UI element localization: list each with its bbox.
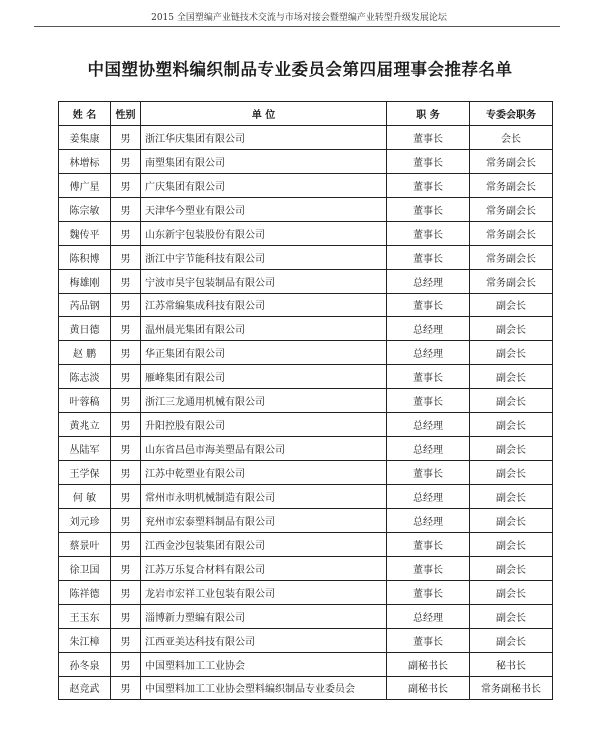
organization-cell: 江苏万乐复合材料有限公司: [141, 556, 387, 580]
member-name-cell: 朱江樟: [59, 628, 111, 652]
organization-cell: 天津华今塑业有限公司: [141, 197, 387, 221]
gender-cell: 男: [111, 556, 141, 580]
column-header-name: 姓 名: [59, 102, 111, 126]
gender-cell: 男: [111, 125, 141, 149]
page-header: 2015 全国塑编产业链技术交流与市场对接会暨塑编产业转型升级发展论坛: [151, 13, 447, 23]
member-name-cell: 姜集康: [59, 125, 111, 149]
organization-cell: 华正集团有限公司: [141, 341, 387, 365]
member-name-cell: 王学保: [59, 461, 111, 485]
organization-cell: 浙江华庆集团有限公司: [141, 125, 387, 149]
committee-role-cell: 常务副会长: [470, 197, 553, 221]
organization-cell: 常州市永明机械制造有限公司: [141, 485, 387, 509]
table-row: [59, 604, 553, 628]
table-row: [59, 365, 553, 389]
table-row: [59, 317, 553, 341]
committee-role-cell: 副会长: [470, 293, 553, 317]
table-row: [59, 149, 553, 173]
gender-cell: 男: [111, 485, 141, 509]
member-name-cell: 何 敏: [59, 485, 111, 509]
committee-role-cell: 秘书长: [470, 652, 553, 676]
table-row: [59, 437, 553, 461]
member-name-cell: 梅雄刚: [59, 269, 111, 293]
table-row: [59, 676, 553, 700]
committee-role-cell: 副会长: [470, 508, 553, 532]
table-row: [59, 245, 553, 269]
organization-cell: 兖州市宏泰塑料制品有限公司: [141, 508, 387, 532]
position-cell: 总经理: [387, 317, 470, 341]
organization-cell: 龙岩市宏祥工业包装有限公司: [141, 580, 387, 604]
member-name-cell: 傅广星: [59, 173, 111, 197]
committee-role-cell: 常务副会长: [470, 245, 553, 269]
position-cell: 董事长: [387, 125, 470, 149]
committee-role-cell: 副会长: [470, 437, 553, 461]
committee-role-cell: 常务副会长: [470, 173, 553, 197]
organization-cell: 浙江三龙通用机械有限公司: [141, 389, 387, 413]
organization-cell: 山东省昌邑市海美塑品有限公司: [141, 437, 387, 461]
member-name-cell: 陈宗敏: [59, 197, 111, 221]
table-row: [59, 173, 553, 197]
organization-cell: 江西金沙包装集团有限公司: [141, 532, 387, 556]
committee-role-cell: 副会长: [470, 604, 553, 628]
column-header-organization: 单 位: [141, 102, 387, 126]
gender-cell: 男: [111, 628, 141, 652]
committee-role-cell: 副会长: [470, 341, 553, 365]
member-name-cell: 徐卫国: [59, 556, 111, 580]
organization-cell: 中国塑料加工工业协会塑料编织制品专业委员会: [141, 676, 387, 700]
organization-cell: 江西亚美达科技有限公司: [141, 628, 387, 652]
column-header-position: 职 务: [387, 102, 470, 126]
table-row: [59, 652, 553, 676]
committee-role-cell: 副会长: [470, 580, 553, 604]
gender-cell: 男: [111, 317, 141, 341]
table-row: [59, 580, 553, 604]
table-row: [59, 413, 553, 437]
committee-role-cell: 副会长: [470, 461, 553, 485]
table-row: [59, 532, 553, 556]
position-cell: 董事长: [387, 365, 470, 389]
member-name-cell: 刘元珍: [59, 508, 111, 532]
position-cell: 副秘书长: [387, 676, 470, 700]
table-row: [59, 556, 553, 580]
committee-role-cell: 常务副会长: [470, 269, 553, 293]
position-cell: 副秘书长: [387, 652, 470, 676]
committee-role-cell: 副会长: [470, 413, 553, 437]
position-cell: 总经理: [387, 604, 470, 628]
member-name-cell: 陈志淡: [59, 365, 111, 389]
gender-cell: 男: [111, 293, 141, 317]
gender-cell: 男: [111, 508, 141, 532]
committee-role-cell: 会长: [470, 125, 553, 149]
table-header-row: [59, 102, 553, 126]
table-row: [59, 269, 553, 293]
member-name-cell: 芮品钢: [59, 293, 111, 317]
column-header-gender: 性别: [111, 102, 141, 126]
gender-cell: 男: [111, 341, 141, 365]
member-name-cell: 王玉东: [59, 604, 111, 628]
position-cell: 董事长: [387, 293, 470, 317]
position-cell: 总经理: [387, 269, 470, 293]
gender-cell: 男: [111, 676, 141, 700]
organization-cell: 淄博新力塑编有限公司: [141, 604, 387, 628]
committee-role-cell: 副会长: [470, 532, 553, 556]
committee-role-cell: 常务副会长: [470, 149, 553, 173]
member-name-cell: 赵 鹏: [59, 341, 111, 365]
position-cell: 总经理: [387, 485, 470, 509]
member-name-cell: 陈积博: [59, 245, 111, 269]
gender-cell: 男: [111, 245, 141, 269]
gender-cell: 男: [111, 413, 141, 437]
position-cell: 董事长: [387, 532, 470, 556]
organization-cell: 浙江中宇节能科技有限公司: [141, 245, 387, 269]
council-member-table: [58, 101, 553, 700]
header-divider: [34, 26, 560, 27]
committee-role-cell: 常务副会长: [470, 221, 553, 245]
committee-role-cell: 副会长: [470, 389, 553, 413]
position-cell: 董事长: [387, 221, 470, 245]
member-name-cell: 孙冬泉: [59, 652, 111, 676]
position-cell: 董事长: [387, 245, 470, 269]
gender-cell: 男: [111, 389, 141, 413]
organization-cell: 温州晨光集团有限公司: [141, 317, 387, 341]
table-row: [59, 485, 553, 509]
table-row: [59, 389, 553, 413]
gender-cell: 男: [111, 269, 141, 293]
gender-cell: 男: [111, 461, 141, 485]
gender-cell: 男: [111, 197, 141, 221]
table-row: [59, 221, 553, 245]
gender-cell: 男: [111, 365, 141, 389]
member-name-cell: 黄日德: [59, 317, 111, 341]
gender-cell: 男: [111, 532, 141, 556]
table-row: [59, 461, 553, 485]
organization-cell: 升阳控股有限公司: [141, 413, 387, 437]
organization-cell: 宁波市昊宇包装制品有限公司: [141, 269, 387, 293]
table-row: [59, 197, 553, 221]
gender-cell: 男: [111, 652, 141, 676]
committee-role-cell: 常务副秘书长: [470, 676, 553, 700]
position-cell: 董事长: [387, 461, 470, 485]
table-row: [59, 341, 553, 365]
gender-cell: 男: [111, 604, 141, 628]
committee-role-cell: 副会长: [470, 628, 553, 652]
table-row: [59, 293, 553, 317]
position-cell: 董事长: [387, 197, 470, 221]
position-cell: 董事长: [387, 556, 470, 580]
member-name-cell: 林增标: [59, 149, 111, 173]
gender-cell: 男: [111, 580, 141, 604]
organization-cell: 江苏中乾塑业有限公司: [141, 461, 387, 485]
committee-role-cell: 副会长: [470, 317, 553, 341]
member-name-cell: 魏传平: [59, 221, 111, 245]
committee-role-cell: 副会长: [470, 556, 553, 580]
gender-cell: 男: [111, 221, 141, 245]
position-cell: 董事长: [387, 628, 470, 652]
organization-cell: 山东新宇包装股份有限公司: [141, 221, 387, 245]
gender-cell: 男: [111, 437, 141, 461]
organization-cell: 雁峰集团有限公司: [141, 365, 387, 389]
position-cell: 总经理: [387, 341, 470, 365]
position-cell: 董事长: [387, 389, 470, 413]
member-name-cell: 陈祥德: [59, 580, 111, 604]
organization-cell: 中国塑料加工工业协会: [141, 652, 387, 676]
committee-role-cell: 副会长: [470, 365, 553, 389]
position-cell: 董事长: [387, 580, 470, 604]
organization-cell: 南塑集团有限公司: [141, 149, 387, 173]
gender-cell: 男: [111, 173, 141, 197]
position-cell: 董事长: [387, 173, 470, 197]
position-cell: 总经理: [387, 437, 470, 461]
committee-role-cell: 副会长: [470, 485, 553, 509]
member-name-cell: 赵竞武: [59, 676, 111, 700]
member-name-cell: 黄兆立: [59, 413, 111, 437]
table-row: [59, 628, 553, 652]
table-row: [59, 125, 553, 149]
organization-cell: 江苏常编集成科技有限公司: [141, 293, 387, 317]
document-title: 中国塑协塑料编织制品专业委员会第四届理事会推荐名单: [87, 60, 513, 79]
member-name-cell: 丛陆军: [59, 437, 111, 461]
gender-cell: 男: [111, 149, 141, 173]
member-name-cell: 蔡景叶: [59, 532, 111, 556]
member-name-cell: 叶蓉稿: [59, 389, 111, 413]
organization-cell: 广庆集团有限公司: [141, 173, 387, 197]
position-cell: 总经理: [387, 413, 470, 437]
column-header-committee-role: 专委会职务: [470, 102, 553, 126]
table-row: [59, 508, 553, 532]
position-cell: 董事长: [387, 149, 470, 173]
position-cell: 总经理: [387, 508, 470, 532]
